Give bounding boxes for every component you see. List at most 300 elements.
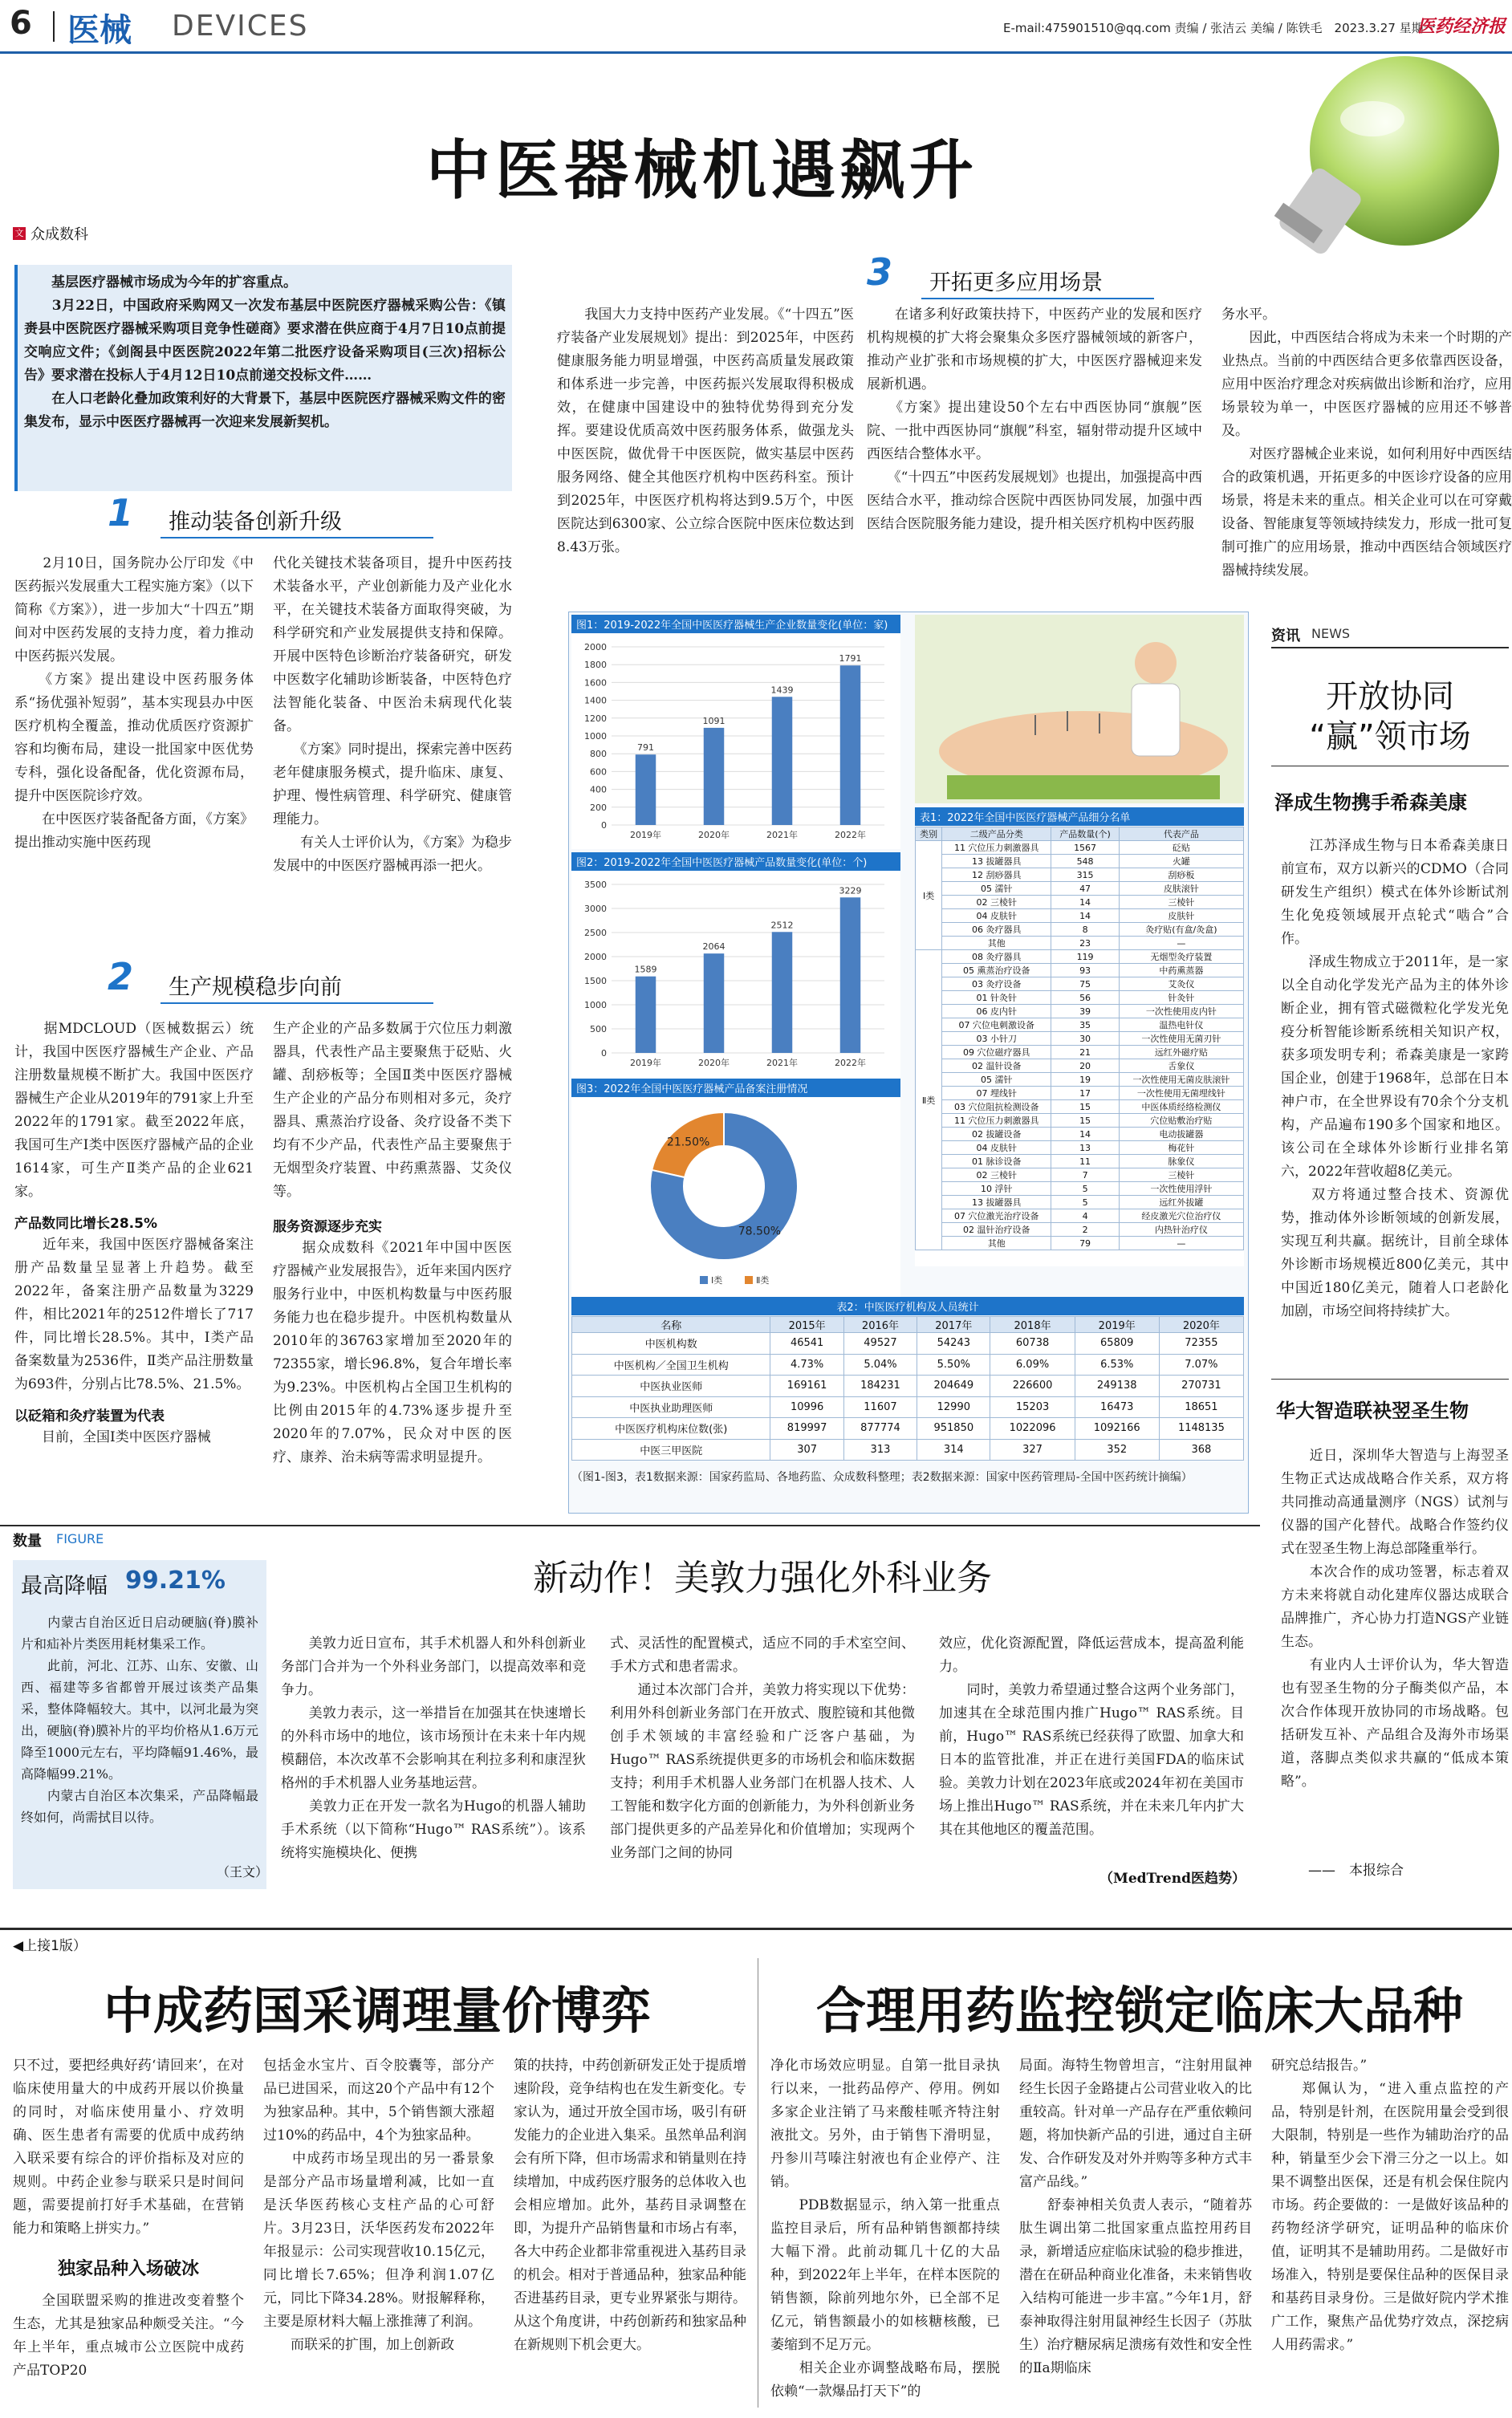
x-tick-label: 2021年 xyxy=(766,1058,798,1068)
figure-label-en: FIGURE xyxy=(56,1531,104,1546)
section-2-title: 生产规模稳步向前 xyxy=(161,969,433,1004)
table2-row xyxy=(572,1354,1244,1376)
table1-cell: 15 xyxy=(1051,1114,1119,1128)
table1-cell: 5 xyxy=(1051,1196,1119,1209)
page-number: 6 xyxy=(10,5,32,42)
sec2-col1 xyxy=(14,1018,254,1515)
bottom-left-col1-text-b: 全国联盟采购的推进改变着整个生态，尤其是独家品种颇受关注。“今年上半年，重点城市公立医院中成药产品TOP20 xyxy=(13,2293,244,2379)
lead-headline: 中医器械机遇飙升 xyxy=(426,133,978,208)
table1-cell: 02 三棱针 xyxy=(942,1168,1051,1182)
table1-row xyxy=(916,868,1244,882)
y-tick-label: 3500 xyxy=(584,880,607,890)
chart2-bar-chart xyxy=(571,872,900,1077)
y-tick-label: 1200 xyxy=(584,713,607,724)
x-tick-label: 2019年 xyxy=(630,830,661,840)
table1-cell: 07 穴位激光治疗设备 xyxy=(942,1209,1051,1223)
col5-text: 务水平。 因此，中西医结合将成为未来一个时期的产业热点。当前的中西医结合更多依靠西医设备，应用中医治疗理念对疾病做出诊断和治疗，应用场景较为单一，中医医疗器械的应用还不够普及。 对医疗器械企业来说，如何利用好中西医结合的政策机遇，开拓更多的中医诊疗设备的应用场景，将是未来的重点。相关企业可以在可穿戴设备、智能康复等领域持续发力，形成一批可复制可推广的应用场景，推动中西医结合领域医疗器械持续发展。 xyxy=(1221,307,1512,579)
table2-cell: 65809 xyxy=(1075,1333,1159,1355)
table1-row xyxy=(916,896,1244,909)
sidebar-label-en: NEWS xyxy=(1311,626,1351,641)
table2-cell: 46541 xyxy=(770,1333,843,1355)
table2-cell: 18651 xyxy=(1159,1396,1243,1418)
table1-cell: 内热针治疗仪 xyxy=(1119,1223,1243,1237)
table1-cell: 一次性使用无菌埋线针 xyxy=(1119,1087,1243,1100)
table1-cell: 35 xyxy=(1051,1018,1119,1032)
table1-cell: 其他 xyxy=(942,1237,1051,1250)
table1-cell: 火罐 xyxy=(1119,855,1243,868)
masthead-contact: E-mail:475901510@qq.com 责编 / 张洁云 美编 / 陈铁毛 2023.3.27 星期一 xyxy=(1003,21,1436,35)
table1-cell: 21 xyxy=(1051,1046,1119,1059)
table1-cell: 02 温针治疗设备 xyxy=(942,1223,1051,1237)
table2-cell: 314 xyxy=(917,1439,990,1461)
table1-row xyxy=(916,1114,1244,1128)
table1-cell: 14 xyxy=(1051,1128,1119,1141)
table2-row xyxy=(572,1333,1244,1355)
y-tick-label: 1600 xyxy=(584,677,607,689)
section-2-number: 2 xyxy=(108,955,134,998)
section-3-title: 开拓更多应用场景 xyxy=(921,265,1154,299)
table1-cell: 548 xyxy=(1051,855,1119,868)
table2-cell: 226600 xyxy=(990,1376,1075,1397)
table1-caption: 表1：2022年全国中医医疗器械产品细分名单 xyxy=(915,807,1244,826)
table1-cell: 7 xyxy=(1051,1168,1119,1182)
sidebar-label-cn: 资讯 xyxy=(1271,628,1300,644)
table1-cell: 穴位贴敷治疗贴 xyxy=(1119,1114,1243,1128)
table1-cell: 14 xyxy=(1051,909,1119,923)
x-tick-label: 2022年 xyxy=(835,830,866,840)
table2-cell: 352 xyxy=(1075,1439,1159,1461)
table2-cell: 72355 xyxy=(1159,1333,1243,1355)
bottom-left-col1-text: 只不过，要把经典好药‘请回来’，在对临床使用量大的中成药开展以价换量的同时，对临床使用量小、疗效明确、医生患者有需要的优质中成药纳入联采要有综合的评价指标及对应的规则。中药企业参与联采只是时间问题，需要提前打好手术基础，在营销能力和策略上拼实力。” xyxy=(13,2058,244,2237)
table1-cell: 315 xyxy=(1051,868,1119,882)
table1-cell: 2 xyxy=(1051,1223,1119,1237)
y-tick-label: 2000 xyxy=(584,952,607,962)
table2-header-cell: 2016年 xyxy=(843,1317,917,1333)
sidebar-text1: 江苏泽成生物与日本希森美康日前宣布，双方以新兴的CDMO（合同研发生产组织）模式在体外诊断试剂生化免疫领域展开点轮式“啮合”合作。 泽成生物成立于2011年，是一家以全自动化学发光产品为主的体外诊断企业，拥有管式磁微粒化学发光免疫分析智能诊断系统相关知识产权，获多项发明专利；希森美康是一家跨国企业，创建于1968年，总部在日本神户市，在全世界设有70余个分支机构，产品遍布190多个国家和地区。该公司在全球体外诊断行业排名第六，2022年营收超8亿美元。 双方将通过整合技术、资源优势，推动体外诊断领域的创新发展，实现互利共赢。据统计，目前全球体外诊断市场规模近800亿美元，其中中国近180亿美元，随着人口老龄化加剧，市场空间将持续扩大。 xyxy=(1281,838,1509,1319)
table1-cell: 远红外磁疗贴 xyxy=(1119,1046,1243,1059)
table2-cell: 5.04% xyxy=(843,1354,917,1376)
table1-cell: 17 xyxy=(1051,1087,1119,1100)
section-1-title: 推动装备创新升级 xyxy=(161,504,433,538)
table1-cell: 梅花针 xyxy=(1119,1141,1243,1155)
table1-cell: 06 皮内针 xyxy=(942,1005,1051,1018)
table1-header-cell: 产品数量(个) xyxy=(1051,827,1119,841)
masthead-divider xyxy=(53,11,55,42)
y-tick-label: 600 xyxy=(590,766,607,778)
bottom-top-rule xyxy=(0,1928,1512,1930)
y-tick-label: 1000 xyxy=(584,1000,607,1010)
y-tick-label: 2500 xyxy=(584,928,607,938)
figure-title-value: 99.21% xyxy=(125,1567,226,1595)
table1-cell: 三棱针 xyxy=(1119,896,1243,909)
x-tick-label: 2020年 xyxy=(698,830,730,840)
table2-cell: 1148135 xyxy=(1159,1418,1243,1440)
lightbulb-globe-illustration xyxy=(1252,55,1512,271)
table1-cell: 56 xyxy=(1051,991,1119,1005)
legend-swatch xyxy=(745,1276,753,1284)
table2-cell: 11607 xyxy=(843,1396,917,1418)
table1-row xyxy=(916,1059,1244,1073)
figure-credit: （王文） xyxy=(217,1864,269,1880)
figure-top-rule xyxy=(0,1525,1260,1526)
table1-cell: 79 xyxy=(1051,1237,1119,1250)
figure-title-prefix: 最高降幅 xyxy=(21,1574,108,1599)
table2-cell: 1022096 xyxy=(990,1418,1075,1440)
section-1-number: 1 xyxy=(108,491,134,534)
table2-cell: 54243 xyxy=(917,1333,990,1355)
medtronic-col2: 式、灵活性的配置模式，适应不同的手术室空间、手术方式和患者需求。 通过本次部门合并，美敦力将实现以下优势：利用外科创新业务部门在开放式、腹腔镜和其他微创手术领域的丰富经验和广泛客户基础，为Hugo™ RAS系统提供更多的市场机会和临床数据支持；利用手术机器人业务部门在机器人技术、人工智能和数字化方面的创新能力，为外科创新业务部门提供更多的产品差异化和价值增加；实现两个业务部门之间的协同 xyxy=(610,1636,915,1861)
y-tick-label: 3000 xyxy=(584,904,607,914)
table1-cell: 1567 xyxy=(1051,841,1119,855)
y-tick-label: 2000 xyxy=(584,642,607,652)
table2-cell: 5.50% xyxy=(917,1354,990,1376)
y-tick-label: 400 xyxy=(590,784,607,795)
table1-row xyxy=(916,964,1244,977)
table1-cell: 05 熏蒸治疗设备 xyxy=(942,964,1051,977)
table1-row xyxy=(916,1223,1244,1237)
table1-row xyxy=(916,1141,1244,1155)
lead-summary: 基层医疗器械市场成为今年的扩容重点。 3月22日，中国政府采购网又一次发布基层中医院医疗器械采购公告：《镇赉县中医院医疗器械采购项目竞争性磋商》要求潜在供应商于4月7日10点前提交响应文件；《剑阁县中医医院2022年第二批医疗设备采购项目(三次)招标公告》要求潜在投标人于4月12日10点前递交投标文件…… 在人口老龄化叠加政策利好的大背景下，基层中医院医疗器械采购文件的密集发布，显示中医医疗器械再一次迎来发展新契机。 xyxy=(24,274,506,430)
table1-cell: 05 濡针 xyxy=(942,1073,1051,1087)
table2-header-cell: 2020年 xyxy=(1159,1317,1243,1333)
table1-cell: 一次性使用皮内针 xyxy=(1119,1005,1243,1018)
sec2-col2 xyxy=(273,1018,512,1515)
sidebar-headline-1: 开放协同 xyxy=(1326,678,1454,715)
table1-cell: 75 xyxy=(1051,977,1119,991)
table2-header-cell: 2018年 xyxy=(990,1317,1075,1333)
table1-header-cell: 代表产品 xyxy=(1119,827,1243,841)
table1-cell: 20 xyxy=(1051,1059,1119,1073)
medtronic-headline: 新动作！美敦力强化外科业务 xyxy=(533,1558,992,1599)
table1-row xyxy=(916,1018,1244,1032)
sec1-col1: 2月10日，国务院办公厅印发《中医药振兴发展重大工程实施方案》（以下简称《方案》），进一步加大“十四五”期间对中医药发展的支持力度，着力推动中医药振兴发展。 《方案》提出建设中医药服务体系“扬优强补短弱”，基本实现县办中医医疗机构全覆盖，推动优质医疗资源扩容和均衡布局，建设一批国家中医优势专科，强化设备配备，优化资源布局，提升中医医院诊疗效。 在中医医疗装备配备方面，《方案》提出推动实施中医药现 xyxy=(14,555,254,851)
y-tick-label: 0 xyxy=(601,820,607,831)
table1-cell: 脉象仪 xyxy=(1119,1155,1243,1168)
table1-cell: 一次性使用浮针 xyxy=(1119,1182,1243,1196)
table1 xyxy=(915,827,1244,1266)
acupuncture-illustration xyxy=(915,615,1244,803)
chart1-bar-chart xyxy=(571,634,900,849)
bottom-left-col2: 包括金水宝片、百令胶囊等，部分产品已进国采，而这20个产品中有12个为独家品种。其中，5个销售额大涨超过10%的药品中，4个为独家品种。 中成药市场呈现出的另一番景象是部分产品市场量增利减，比如一直是沃华医药核心支柱产品的心可舒片。3月23日，沃华医药发布2022年年报显示：公司实现营收10.15亿元，同比增长7.65%；但净利润1.07亿元，同比下降34.28%。财报解释称，主要是原材料大幅上涨推薄了利润。 而联采的扩围，加上创新政 xyxy=(263,2058,494,2353)
masthead-rule xyxy=(0,51,1512,54)
table1-cell: 03 穴位阻抗检测设备 xyxy=(942,1100,1051,1114)
y-tick-label: 1000 xyxy=(584,731,607,742)
data-label: 1791 xyxy=(839,653,862,664)
table2-cell: 327 xyxy=(990,1439,1075,1461)
table2-row xyxy=(572,1376,1244,1397)
table1-cell: — xyxy=(1119,1237,1243,1250)
table2-cell: 16473 xyxy=(1075,1396,1159,1418)
sidebar-sub2: 华大智造联袂翌圣生物 xyxy=(1276,1400,1469,1422)
table2-cell: 204649 xyxy=(917,1376,990,1397)
table1-row xyxy=(916,1005,1244,1018)
bar xyxy=(636,977,656,1053)
table1-class-cell: Ⅰ类 xyxy=(916,841,942,950)
table2-cell: 中医执业医师 xyxy=(572,1376,770,1397)
table1-row xyxy=(916,1182,1244,1196)
table1-cell: 中医体质经络检测仪 xyxy=(1119,1100,1243,1114)
table1-cell: 08 灸疗器具 xyxy=(942,950,1051,964)
bottom-left-col1 xyxy=(13,2054,244,2416)
table1-row xyxy=(916,1209,1244,1223)
y-tick-label: 500 xyxy=(590,1024,607,1034)
bar xyxy=(840,665,861,825)
col4-text: 在诸多利好政策扶持下，中医药产业的发展和医疗机构规模的扩大将会聚集众多医疗器械领域的新客户，推动产业扩张和市场规模的扩大，中医医疗器械迎来发展新机遇。 《方案》提出建设50个左右中西医协同“旗舰”医院、一批中西医协同“旗舰”科室，辐射带动提升区域中西医结合整体水平。 《“十四五”中医药发展规划》也提出，加强提高中西医结合水平，推动综合医院中西医协同发展，加强中西医结合医院服务能力建设，提升相关医疗机构中医药服 xyxy=(867,307,1202,532)
table1-cell: 皮肤针 xyxy=(1119,909,1243,923)
x-tick-label: 2020年 xyxy=(698,1058,730,1068)
table1-row xyxy=(916,937,1244,950)
table1-cell: 04 皮肤针 xyxy=(942,1141,1051,1155)
table1-cell: 47 xyxy=(1051,882,1119,896)
sec2-col1-text-c: 目前，全国Ⅰ类中医医疗器械 xyxy=(14,1429,211,1445)
bar xyxy=(840,897,861,1053)
table1-cell: 19 xyxy=(1051,1073,1119,1087)
table1-cell: 02 温针设备 xyxy=(942,1059,1051,1073)
table2-row xyxy=(572,1439,1244,1461)
table1-cell: 电动拔罐器 xyxy=(1119,1128,1243,1141)
chart3-donut-chart xyxy=(571,1098,900,1298)
sec2-subhead-2: 以砭箱和灸疗装置为代表 xyxy=(14,1408,165,1424)
table2-cell: 169161 xyxy=(770,1376,843,1397)
table1-cell: 30 xyxy=(1051,1032,1119,1046)
table2-cell: 中医医疗机构床位数(张) xyxy=(572,1418,770,1440)
table1-header-row xyxy=(916,827,1244,841)
table2 xyxy=(571,1316,1244,1461)
y-tick-label: 800 xyxy=(590,749,607,760)
table1-cell: 温热电针仪 xyxy=(1119,1018,1243,1032)
table1-cell: 06 灸疗器具 xyxy=(942,923,1051,937)
table1-row xyxy=(916,977,1244,991)
table1-cell: 03 灸疗设备 xyxy=(942,977,1051,991)
table2-header-cell: 2017年 xyxy=(917,1317,990,1333)
y-tick-label: 200 xyxy=(590,802,607,813)
table1-cell: 13 拔罐器具 xyxy=(942,1196,1051,1209)
table1-cell: 23 xyxy=(1051,937,1119,950)
data-label: 791 xyxy=(637,742,654,754)
table1-cell: 13 拔罐器具 xyxy=(942,855,1051,868)
table2-cell: 270731 xyxy=(1159,1376,1243,1397)
table2-cell: 877774 xyxy=(843,1418,917,1440)
table1-cell: 12 刮痧器具 xyxy=(942,868,1051,882)
table2-cell: 368 xyxy=(1159,1439,1243,1461)
table1-cell: 无烟型灸疗装置 xyxy=(1119,950,1243,964)
table1-row xyxy=(916,1100,1244,1114)
table2-cell: 15203 xyxy=(990,1396,1075,1418)
table1-row xyxy=(916,1073,1244,1087)
table1-cell: 经皮激光穴位治疗仪 xyxy=(1119,1209,1243,1223)
table2-header-cell: 2015年 xyxy=(770,1317,843,1333)
sec2-subhead-1: 产品数同比增长28.5% xyxy=(14,1216,157,1232)
table2-cell: 中医机构数 xyxy=(572,1333,770,1355)
sidebar-text2: 近日，深圳华大智造与上海翌圣生物正式达成战略合作关系，双方将共同推动高通量测序（NGS）试剂与仪器的国产化替代。战略合作签约仪式在翌圣生物上海总部隆重举行。 本次合作的成功签署，标志着双方未来将就自动化建库仪器达成联合品牌推广，齐心协力打造NGS产业链生态。 有业内人士评价认为，华大智造也有翌圣生物的分子酶类似产品，本次合作体现开放协同的市场战略。包括研发互补、产品组合及海外市场渠道，落脚点类似求共赢的“低成本策略”。 xyxy=(1281,1448,1509,1790)
table2-cell: 184231 xyxy=(843,1376,917,1397)
sec2-subhead-3: 服务资源逐步充实 xyxy=(273,1219,382,1235)
figure-label-cn: 数量 xyxy=(13,1533,42,1550)
table1-cell: 8 xyxy=(1051,923,1119,937)
y-tick-label: 1500 xyxy=(584,976,607,986)
table1-cell: 93 xyxy=(1051,964,1119,977)
legend-swatch xyxy=(700,1276,708,1284)
lead-byline: 众成数科 xyxy=(30,226,88,243)
table2-cell: 49527 xyxy=(843,1333,917,1355)
y-tick-label: 1400 xyxy=(584,695,607,706)
table1-row xyxy=(916,909,1244,923)
section-title-cn: 医械 xyxy=(67,12,132,49)
table1-row xyxy=(916,923,1244,937)
table1-cell: 10 浮针 xyxy=(942,1182,1051,1196)
bar xyxy=(772,932,793,1053)
slice-label: 78.50% xyxy=(738,1225,782,1238)
bar xyxy=(704,953,725,1053)
table1-cell: 一次性使用无菌皮肤滚针 xyxy=(1119,1073,1243,1087)
table1-row xyxy=(916,841,1244,855)
chart-source-note: （图1-图3，表1数据来源：国家药监局、各地药监、众成数科整理；表2数据来源：国家中医药管理局-全国中医药统计摘编） xyxy=(571,1471,1193,1484)
bottom-left-col3: 策的扶持，中药创新研发正处于提质增速阶段，竞争结构也在发生新变化。专家认为，通过开放全国市场，吸引有研发能力的企业进入集采。虽然单品利润会有所下降，但市场需求和销量则在持续增加，中成药医疗服务的总体收入也会相应增加。此外，基药目录调整在即，为提升产品销售量和市场占有率，各大中药企业都非常重视进入基药目录的机会。相对于普通品种，独家品种能否进基药目录，更专业界紧张与期待。从这个角度讲，中药创新药和独家品种在新规则下机会更大。 xyxy=(514,2058,746,2353)
table1-cell: 远红外拔罐 xyxy=(1119,1196,1243,1209)
table2-row xyxy=(572,1396,1244,1418)
table1-cell: 07 埋线针 xyxy=(942,1087,1051,1100)
data-label: 3229 xyxy=(839,885,862,896)
medtronic-col3: 效应，优化资源配置，降低运营成本，提高盈利能力。 同时，美敦力希望通过整合这两个业务部门，加速其在全球范围内推广Hugo™ RAS系统。目前，Hugo™ RAS系统已经获得了欧盟、加拿大和日本的监管批准，并正在进行美国FDA的临床试验。美敦力计划在2023年底或2024年初在美国市场上推出Hugo™ RAS系统，并在未来几年内扩大其在其他地区的覆盖范围。 xyxy=(939,1636,1244,1838)
table1-cell: — xyxy=(1119,937,1243,950)
sec2-col2-text: 生产企业的产品多数属于穴位压力刺激器具，代表性产品主要聚焦于砭贴、火罐、刮痧板等；全国Ⅱ类中医医疗器械生产企业的产品分布则相对多元，灸疗器具、熏蒸治疗设备、灸疗设备不类下均有不少产品，代表性产品主要聚焦于无烟型灸疗装置、中药熏蒸器、艾灸仪等。 xyxy=(273,1021,512,1200)
table1-row xyxy=(916,1128,1244,1141)
table1-cell: 艾灸仪 xyxy=(1119,977,1243,991)
table2-cell: 4.73% xyxy=(770,1354,843,1376)
sidebar-headline-2: “赢”领市场 xyxy=(1309,718,1471,755)
table2-header-row xyxy=(572,1317,1244,1333)
table1-cell: 刮痧板 xyxy=(1119,868,1243,882)
medtronic-credit: （MedTrend医趋势） xyxy=(1099,1871,1246,1887)
table1-row xyxy=(916,1087,1244,1100)
table2-cell: 951850 xyxy=(917,1418,990,1440)
figure-text: 内蒙古自治区近日启动硬脑(脊)膜补片和疝补片类医用耗材集采工作。 此前，河北、江苏、山东、安徽、山西、福建等多省都曾开展过该类产品集采，整体降幅较大。其中，以河北最为突出，硬脑(脊)膜补片的平均价格从1.6万元降至1000元左右，平均降幅91.46%，最高降幅99.21%。 内蒙古自治区本次集采，产品降幅最终如何，尚需拭目以待。 xyxy=(21,1615,258,1825)
data-label: 2064 xyxy=(702,941,726,953)
continued-from-page-1: ◀上接1版） xyxy=(13,1938,87,1954)
bottom-left-subhead: 独家品种入场破冰 xyxy=(57,2259,199,2279)
table1-cell: 119 xyxy=(1051,950,1119,964)
table2-cell: 60738 xyxy=(990,1333,1075,1355)
table1-row xyxy=(916,1046,1244,1059)
bottom-left-headline: 中成药国采调理量价博弈 xyxy=(103,1981,651,2040)
table1-cell: 07 穴位电刺激设备 xyxy=(942,1018,1051,1032)
table1-header-cell: 二级产品分类 xyxy=(942,827,1051,841)
table2-cell: 12990 xyxy=(917,1396,990,1418)
table2-cell: 1092166 xyxy=(1075,1418,1159,1440)
table1-row xyxy=(916,882,1244,896)
table1-cell: 11 xyxy=(1051,1155,1119,1168)
bottom-right-col1: 净化市场效应明显。自第一批目录执行以来，一批药品停产、停用。例如多家企业注销了马来酸桂哌齐特注射液批文。另外，由于销售下滑明显，丹参川芎嗪注射液也有企业停产、注销。 PDB数据显示，纳入第一批重点监控目录后，所有品种销售额都持续大幅下滑。此前动辄几十亿的大品种，到2022年上半年，在样本医院的销售额，除前列地尔外，已全部不足亿元，销售额最小的如核糖核酸，已萎缩到不足万元。 相关企业亦调整战略布局，摆脱依赖“一款爆品打天下”的 xyxy=(770,2058,1000,2400)
sec1-col2: 代化关键技术装备项目，提升中医药技术装备水平，产业创新能力及产业化水平，在关键技术装备方面取得突破，为科学研究和产业发展提供支持和保障。开展中医特色诊断治疗装备研究，研发中医数字化辅助诊断装备，中医特色疗法智能化装备、中医治未病现代化装备。 《方案》同时提出，探索完善中医药老年健康服务模式，提升临床、康复、护理、慢性病管理、科学研究、健康管理能力。 有关人士评价认为，《方案》为稳步发展中的中医医疗器械再添一把火。 xyxy=(273,555,512,874)
bottom-right-col3: 研究总结报告。” 郑佩认为，“进入重点监控的产品，特别是针剂，在医院用量会受到很大限制，特别是一些作为辅助治疗的品种，销量至少会下滑三分之一以上。如果不调整出医保，还是有机会保住院内市场。药企要做的：一是做好该品种的药物经济学研究，证明品种的临床价值，证明其不是辅助用药。二是做好市场准入，特别是要保住品种的医保目录和基药目录身份。三是做好院内学术推广工作，聚焦产品优势疗效点，深挖病人用药需求。” xyxy=(1271,2058,1509,2353)
sidebar-top-rule xyxy=(1271,647,1509,648)
table2-header-cell: 2019年 xyxy=(1075,1317,1159,1333)
y-tick-label: 0 xyxy=(601,1048,607,1059)
chart1-caption: 图1：2019-2022年全国中医医疗器械生产企业数量变化(单位：家) xyxy=(571,615,900,633)
table2-cell: 7.07% xyxy=(1159,1354,1243,1376)
sidebar-credit: —— 本报综合 xyxy=(1308,1863,1404,1879)
sec2-col1-text-b: 近年来，我国中医医疗器械备案注册产品数量呈显著上升趋势。截至2022年，备案注册产品数量为3229件，相比2021年的2512件增长了717件，同比增长28.5%。其中，Ⅰ类产品备案数量为2536件，Ⅱ类产品注册数量为693件，分别占比78.5%、21.5%。 xyxy=(14,1237,254,1392)
bar xyxy=(704,728,725,825)
data-label: 1439 xyxy=(770,685,794,696)
table2-cell: 6.09% xyxy=(990,1354,1075,1376)
table1-cell: 15 xyxy=(1051,1100,1119,1114)
bottom-right-col2: 局面。海特生物曾坦言，“注射用鼠神经生长因子金路捷占公司营业收入的比重较高。针对单一产品存在严重依赖问题，将加快新产品的引进，通过自主研发、合作研发及对外并购等多种方式丰富产品线。” 舒泰神相关负责人表示，“随着苏肽生调出第二批国家重点监控用药目录，新增适应症临床试验的稳步推进，潜在在研品种商业化准备，未来销售收入结构可能进一步丰富。”今年1月，舒泰神取得注射用鼠神经生长因子（苏肽生）治疗糖尿病足溃疡有效性和安全性的Ⅱa期临床 xyxy=(1019,2058,1252,2376)
table1-row xyxy=(916,855,1244,868)
table1-cell: 05 濡针 xyxy=(942,882,1051,896)
medtronic-col1: 美敦力近日宣布，其手术机器人和外科创新业务部门合并为一个外科业务部门，以提高效率和竞争力。 美敦力表示，这一举措旨在加强其在快速增长的外科市场中的地位，该市场预计在未来十年内规模翻倍，本次改革不会影响其在利拉多利和康涅狄格州的手术机器人业务基地运营。 美敦力正在开发一款名为Hugo的机器人辅助手术系统（以下简称“Hugo™ RAS系统”）。该系统将实施模块化、便携 xyxy=(281,1636,586,1861)
table1-cell: 其他 xyxy=(942,937,1051,950)
table1-row xyxy=(916,1196,1244,1209)
sidebar-rule-2 xyxy=(1271,1379,1509,1380)
data-label: 2512 xyxy=(770,920,794,931)
table1-cell: 02 三棱针 xyxy=(942,896,1051,909)
table1-row xyxy=(916,1032,1244,1046)
table1-cell: 4 xyxy=(1051,1209,1119,1223)
table1-cell: 13 xyxy=(1051,1141,1119,1155)
table2-cell: 313 xyxy=(843,1439,917,1461)
slice-label: 21.50% xyxy=(666,1136,710,1149)
table1-cell: 11 穴位压力刺激器具 xyxy=(942,841,1051,855)
table1-cell: 5 xyxy=(1051,1182,1119,1196)
table2-header-cell: 名称 xyxy=(572,1317,770,1333)
sec2-col1-text: 据MDCLOUD（医械数据云）统计，我国中医医疗器械生产企业、产品注册数量规模不断扩大。我国中医医疗器械生产企业从2019年的791家上升至2022年的1791家。截至2022年底，我国可生产Ⅰ类中医医疗器械产品的企业1614家，可生产Ⅱ类产品的企业621家。 xyxy=(14,1021,254,1200)
table1-cell: 一次性使用无菌刃针 xyxy=(1119,1032,1243,1046)
table2-cell: 6.53% xyxy=(1075,1354,1159,1376)
x-tick-label: 2019年 xyxy=(630,1058,661,1068)
table1-cell: 09 穴位磁疗器具 xyxy=(942,1046,1051,1059)
table2-cell: 中医执业助理医师 xyxy=(572,1396,770,1418)
table2-cell: 中医机构／全国卫生机构 xyxy=(572,1354,770,1376)
table1-cell: 02 拔罐设备 xyxy=(942,1128,1051,1141)
table2-cell: 819997 xyxy=(770,1418,843,1440)
sidebar-sub1: 泽成生物携手希森美康 xyxy=(1274,791,1467,814)
table1-row xyxy=(916,1237,1244,1250)
bottom-right-headline: 合理用药监控锁定临床大品种 xyxy=(815,1981,1463,2040)
table1-cell: 砭贴 xyxy=(1119,841,1243,855)
table1-cell: 14 xyxy=(1051,896,1119,909)
table1-cell: 03 小针刀 xyxy=(942,1032,1051,1046)
table2-cell: 中医三甲医院 xyxy=(572,1439,770,1461)
table1-cell: 11 穴位压力刺激器具 xyxy=(942,1114,1051,1128)
bar xyxy=(772,697,793,825)
chart2-caption: 图2：2019-2022年全国中医医疗器械产品数量变化(单位：个) xyxy=(571,852,900,871)
table1-cell: 针灸针 xyxy=(1119,991,1243,1005)
table1-cell: 04 皮肤针 xyxy=(942,909,1051,923)
section-title-en: DEVICES xyxy=(172,10,309,43)
data-label: 1589 xyxy=(634,964,657,975)
table1-class-cell: Ⅱ类 xyxy=(916,950,942,1250)
x-tick-label: 2022年 xyxy=(835,1058,866,1068)
table2-caption: 表2：中医医疗机构及人员统计 xyxy=(571,1297,1244,1315)
section-3-number: 3 xyxy=(867,250,893,294)
x-tick-label: 2021年 xyxy=(766,830,798,840)
table1-cell: 舌象仪 xyxy=(1119,1059,1243,1073)
table1-cell: 中药熏蒸器 xyxy=(1119,964,1243,977)
byline-icon: 文 xyxy=(13,227,26,240)
table1-cell: 39 xyxy=(1051,1005,1119,1018)
y-tick-label: 1800 xyxy=(584,660,607,671)
col3-text: 我国大力支持中医药产业发展。《“十四五”医疗装备产业发展规划》提出：到2025年，中医药健康服务能力明显增强，中医药高质量发展政策和体系进一步完善，中医药振兴发展取得积极成效，在健康中国建设中的独特优势得到充分发挥。要建设优质高效中医药服务体系，做强龙头中医医院，做优骨干中医医院，做实基层中医药服务网络、健全其他医疗机构中医药科室。预计到2025年，中医医疗机构将达到9.5万个，中医医院达到6300家、公立综合医院中医床位数达到8.43万张。 xyxy=(557,307,854,555)
table1-header-cell: 类别 xyxy=(916,827,942,841)
table1-row xyxy=(916,991,1244,1005)
table1-row xyxy=(916,1155,1244,1168)
data-label: 1091 xyxy=(702,715,726,726)
table1-cell: 01 针灸针 xyxy=(942,991,1051,1005)
table1-row xyxy=(916,1168,1244,1182)
table2-cell: 249138 xyxy=(1075,1376,1159,1397)
table2-cell: 307 xyxy=(770,1439,843,1461)
